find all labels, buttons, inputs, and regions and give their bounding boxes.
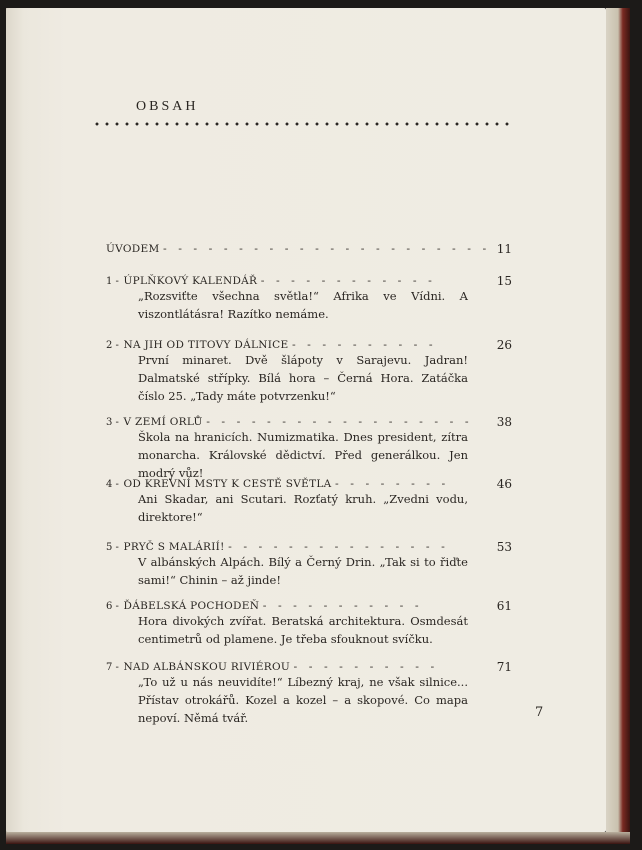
chapter-page-number: 26 [496, 338, 512, 352]
chapter-number: 6 - [106, 601, 119, 612]
chapter-title: NA JIH OD TITOVY DÁLNICE [123, 339, 289, 351]
chapter-title: ĎÁBELSKÁ POCHODEŇ [123, 600, 260, 612]
chapter-page-number: 53 [496, 540, 512, 554]
chapter-title: PRYČ S MALÁRIÍ! [123, 541, 225, 553]
chapter-title: OD KREVNÍ MSTY K CESTĚ SVĚTLA [123, 478, 332, 490]
leader-dashes: - - - - - - - - - - - - - - - - - - [206, 415, 473, 428]
leader-dashes: - - - - - - - - - - - - - - - - - - - - - - [163, 242, 491, 255]
chapter-number: 7 - [106, 662, 119, 673]
contents-heading: OBSAH [136, 99, 199, 114]
chapter-number: 1 - [106, 276, 119, 287]
chapter-number: 3 - [106, 417, 119, 428]
page-folio-number: 7 [535, 705, 544, 720]
chapter-number: 2 - [106, 340, 119, 351]
leader-dashes: - - - - - - - - [335, 477, 450, 490]
chapter-page-number: 46 [496, 477, 512, 491]
chapter-title: V ZEMÍ ORLŮ [123, 416, 203, 428]
chapter-title: ÚPLŇKOVÝ KALENDÁŘ [123, 275, 258, 287]
leader-dashes: - - - - - - - - - - [291, 338, 437, 351]
chapter-page-number: 71 [496, 660, 512, 674]
chapter-number: 4 - [106, 479, 119, 490]
chapter-page-number: 15 [496, 274, 512, 288]
leader-dashes: - - - - - - - - - - - [262, 599, 423, 612]
chapter-description: „Rozsviťte všechna světla!“ Afrika ve Vídni. A viszontlátásra! Razítko nemáme. [138, 289, 468, 321]
chapter-description: První minaret. Dvě šlápoty v Sarajevu. Jadran! Dalmatské střípky. Bílá hora – Černá Hora. Zatáčka číslo 25. „Tady máte potvrzenku!“ [138, 353, 468, 403]
leader-dashes: - - - - - - - - - - - - - - - [228, 540, 449, 553]
chapter-description: Hora divokých zvířat. Beratská architektura. Osmdesát centimetrů od plamene. Je třeba sfouknout svíčku. [138, 614, 468, 646]
intro-title: ÚVODEM [106, 243, 160, 255]
chapter-description: Škola na hranicích. Numizmatika. Dnes president, zítra monarcha. Královské dědictví. Před generálkou. Jen modrý vůz! [138, 430, 468, 480]
toc-intro-entry [106, 241, 512, 257]
chapter-description: Ani Skadar, ani Scutari. Rozťatý kruh. „Zvedni vodu, direktore!“ [138, 492, 468, 524]
intro-page-number: 11 [496, 242, 512, 256]
chapter-page-number: 38 [496, 415, 512, 429]
chapter-number: 5 - [106, 542, 119, 553]
chapter-page-number: 61 [496, 599, 512, 613]
leader-dashes: - - - - - - - - - - [293, 660, 439, 673]
chapter-description: V albánských Alpách. Bílý a Černý Drin. „Tak si to řiďte sami!“ Chinin – až jinde! [138, 555, 468, 587]
leader-dashes: - - - - - - - - - - - - [260, 274, 436, 287]
chapter-title: NAD ALBÁNSKOU RIVIÉROU [123, 661, 291, 673]
chapter-description: „To už u nás neuvidíte!“ Líbezný kraj, ne však silnice... Přístav otrokářů. Kozel a kozel – a skopové. Co mapa nepoví. Němá tvář. [138, 675, 468, 725]
